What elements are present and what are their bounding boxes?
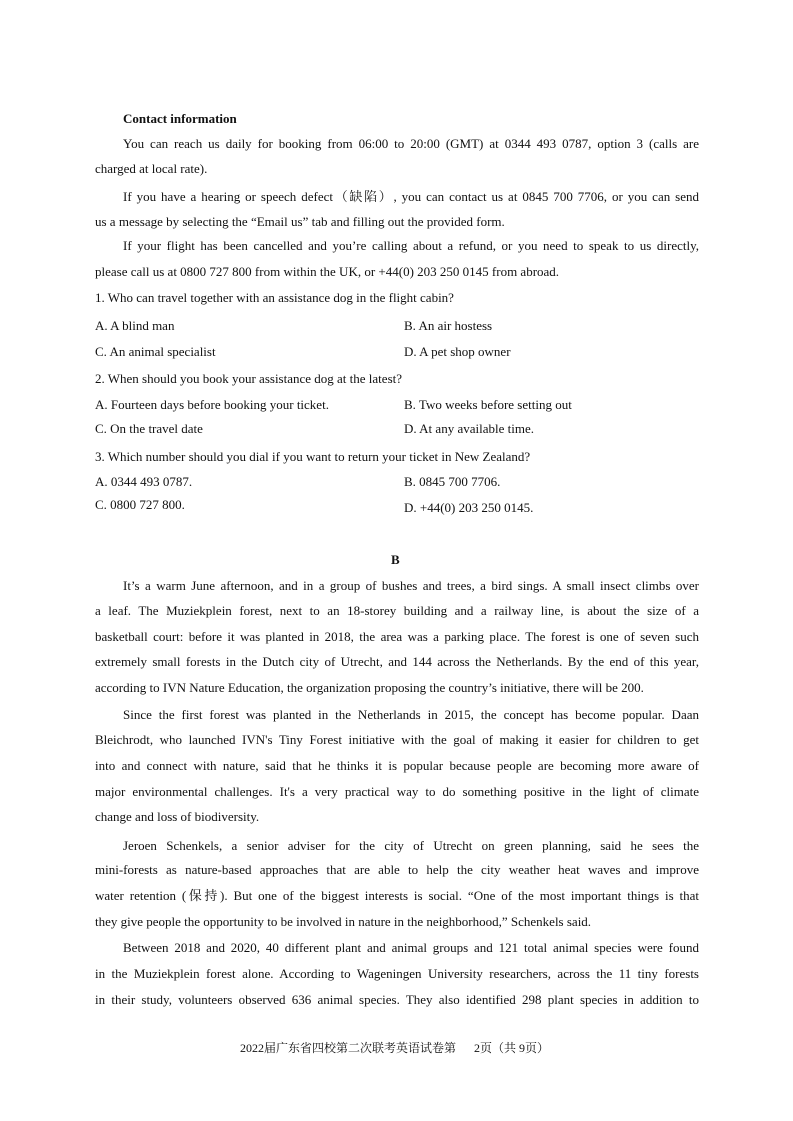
question-1-option-c: C. An animal specialist xyxy=(95,344,216,359)
section-b-title: B xyxy=(391,552,400,567)
b-p3-line1: Jeroen Schenkels, a senior adviser for the city of Utrecht on green planning, said he sees the xyxy=(123,838,699,853)
b-p3-line3: water retention (保持). But one of the biggest interests is social. “One of the most important things is that xyxy=(95,888,699,903)
b-p2-line5: change and loss of biodiversity. xyxy=(95,809,260,824)
contact-p1-line2: charged at local rate). xyxy=(95,161,208,176)
b-p1-line1: It’s a warm June afternoon, and in a group of bushes and trees, a bird sings. A small insect climbs over xyxy=(123,578,699,593)
question-2-stem: 2. When should you book your assistance dog at the latest? xyxy=(95,371,403,386)
question-2-option-b: B. Two weeks before setting out xyxy=(404,397,572,412)
question-3-stem: 3. Which number should you dial if you want to return your ticket in New Zealand? xyxy=(95,449,531,464)
contact-p2-line2: us a message by selecting the “Email us” tab and filling out the provided form. xyxy=(95,214,505,229)
b-p1-line5: according to IVN Nature Education, the organization proposing the country’s initiative, there will be 200. xyxy=(95,680,644,695)
b-p4-line3: in their study, volunteers observed 636 animal species. They also identified 298 plant species in addition to xyxy=(95,992,699,1007)
b-p4-line1: Between 2018 and 2020, 40 different plant and animal groups and 121 total animal species were found xyxy=(123,940,699,955)
footer-page-number: 2页（共 9页） xyxy=(474,1041,550,1055)
question-2-option-c: C. On the travel date xyxy=(95,421,203,436)
question-1-stem: 1. Who can travel together with an assistance dog in the flight cabin? xyxy=(95,290,454,305)
question-1-option-d: D. A pet shop owner xyxy=(404,344,511,359)
question-3-option-b: B. 0845 700 7706. xyxy=(404,474,501,489)
b-p1-line3: basketball court: before it was planted in 2018, the area was a parking place. The forest is one of seven such xyxy=(95,629,699,644)
b-p2-line2: Bleichrodt, who launched IVN's Tiny Forest initiative with the goal of making it easier for children to get xyxy=(95,732,699,747)
question-2-option-d: D. At any available time. xyxy=(404,421,534,436)
question-1-option-b: B. An air hostess xyxy=(404,318,493,333)
question-2-option-a: A. Fourteen days before booking your ticket. xyxy=(95,397,329,412)
question-1-option-a: A. A blind man xyxy=(95,318,175,333)
b-p3-line4: they give people the opportunity to be involved in nature in the neighborhood,” Schenkels said. xyxy=(95,914,592,929)
b-p2-line1: Since the first forest was planted in the Netherlands in 2015, the concept has become popular. Daan xyxy=(123,707,699,722)
contact-p2-line1: If you have a hearing or speech defect（缺陷）, you can contact us at 0845 700 7706, or you can send xyxy=(123,189,699,204)
b-p1-line2: a leaf. The Muziekplein forest, next to an 18-storey building and a railway line, is about the size of a xyxy=(95,603,699,618)
contact-heading: Contact information xyxy=(123,111,237,126)
question-3-option-a: A. 0344 493 0787. xyxy=(95,474,193,489)
b-p1-line4: extremely small forests in the Dutch city of Utrecht, and 144 across the Netherlands. By the end of this year, xyxy=(95,654,699,669)
contact-p1-line1: You can reach us daily for booking from 06:00 to 20:00 (GMT) at 0344 493 0787, option 3 (calls are xyxy=(123,136,699,151)
b-p2-line3: into and connect with nature, said that he thinks it is popular because people are becoming more aware of xyxy=(95,758,699,773)
footer-title: 2022届广东省四校第二次联考英语试卷第 xyxy=(240,1041,457,1055)
question-3-option-d: D. +44(0) 203 250 0145. xyxy=(404,500,534,515)
b-p4-line2: in the Muziekplein forest alone. According to Wageningen University researchers, across the 11 tiny forests xyxy=(95,966,699,981)
b-p2-line4: major environmental challenges. It's a very practical way to do something positive in the light of climate xyxy=(95,784,699,799)
contact-p3-line1: If your flight has been cancelled and you’re calling about a refund, or you need to speak to us directly, xyxy=(123,238,699,253)
b-p3-line2: mini-forests as nature-based approaches that are able to help the city weather heat waves and improve xyxy=(95,862,699,877)
question-3-option-c: C. 0800 727 800. xyxy=(95,497,185,512)
contact-p3-line2: please call us at 0800 727 800 from within the UK, or +44(0) 203 250 0145 from abroad. xyxy=(95,264,560,279)
